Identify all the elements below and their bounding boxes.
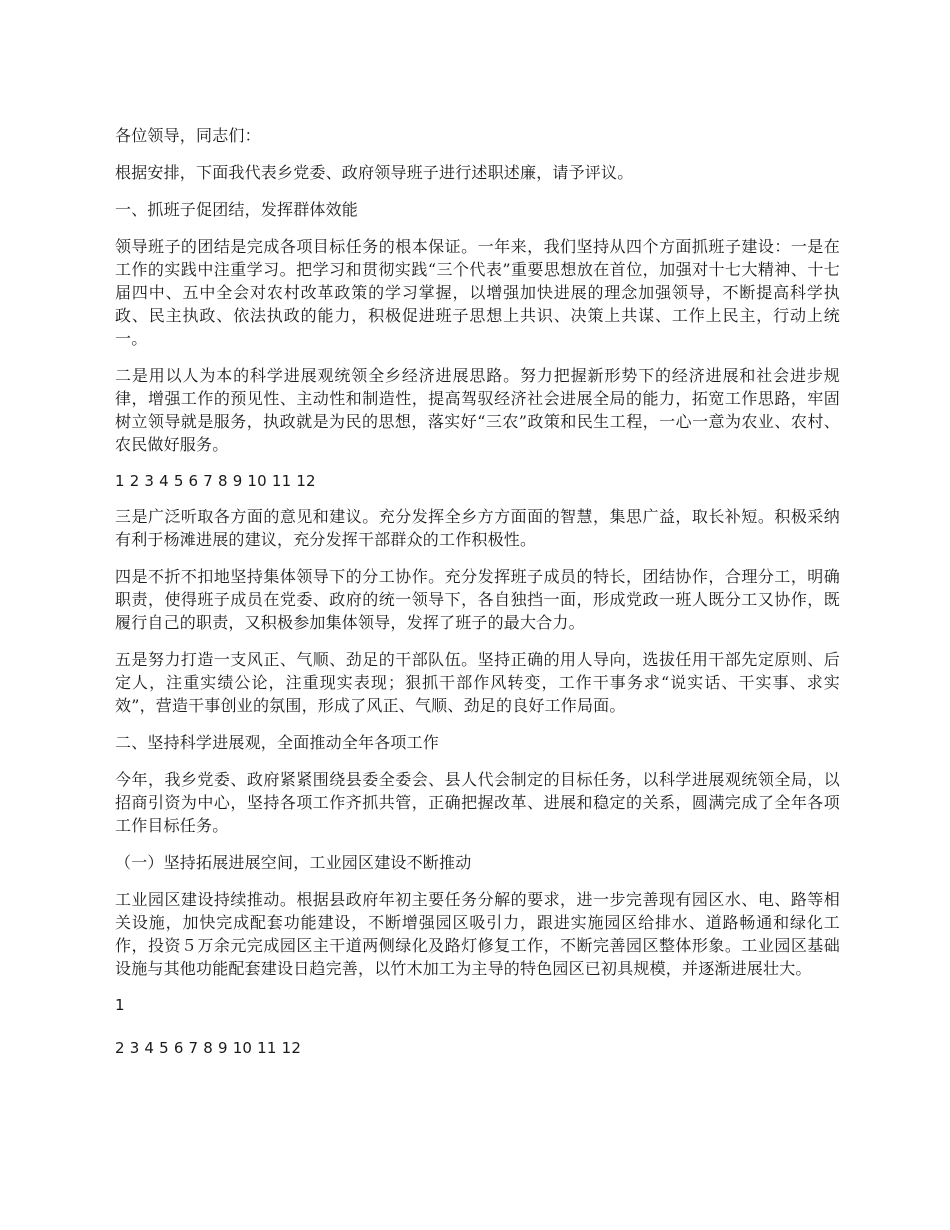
body-paragraph: 二是用以人为本的科学进展观统领全乡经济进展思路。努力把握新形势下的经济进展和社会进步规律，增强工作的预见性、主动性和制造性，提高驾驭经济社会进展全局的能力，拓宽工作思路，牢固树立领导就是服务，执政就是为民的思想，落实好“三农”政策和民生工程，一心一意为农业、农村、农民做好服务。: [115, 366, 840, 454]
document-body: [115, 124, 840, 1080]
salutation: 各位领导，同志们：: [115, 126, 261, 145]
page-number-row: 2 3 4 5 6 7 8 9 10 11 12: [115, 1039, 302, 1057]
body-paragraph: 领导班子的团结是完成各项目标任务的根本保证。一年来，我们坚持从四个方面抓班子建设：一是在工作的实践中注重学习。把学习和贯彻实践“三个代表”重要思想放在首位，加强对十七大精神、十七届四中、五中全会对农村改革政策的学习掌握，以增强加快进展的理念加强领导，不断提高科学执政、民主执政、依法执政的能力，积极促进班子思想上共识、决策上共谋、工作上民主，行动上统一。: [115, 237, 840, 348]
section-heading-1: 一、抓班子促团结，发挥群体效能: [115, 200, 359, 219]
subsection-heading: （一）坚持拓展进展空间，工业园区建设不断推动: [115, 853, 472, 872]
body-paragraph: 工业园区建设持续推动。根据县政府年初主要任务分解的要求，进一步完善现有园区水、电、路等相关设施，加快完成配套功能建设，不断增强园区吸引力，跟进实施园区给排水、道路畅通和绿化工作，投资５万余元完成园区主干道两侧绿化及路灯修复工作，不断完善园区整体形象。工业园区基础设施与其他功能配套建设日趋完善，以竹木加工为主导的特色园区已初具规模，并逐渐进展壮大。: [115, 890, 840, 978]
body-paragraph: 三是广泛听取各方面的意见和建议。充分发挥全乡方方面面的智慧，集思广益，取长补短。积极采纳有利于杨滩进展的建议，充分发挥干部群众的工作积极性。: [115, 507, 840, 549]
intro-paragraph: 根据安排，下面我代表乡党委、政府领导班子进行述职述廉，请予评议。: [115, 163, 634, 182]
page-number-row: 1 2 3 4 5 6 7 8 9 10 11 12: [115, 472, 316, 490]
body-paragraph: 四是不折不扣地坚持集体领导下的分工协作。充分发挥班子成员的特长，团结协作，合理分工，明确职责，使得班子成员在党委、政府的统一领导下，各自独挡一面，形成党政一班人既分工又协作，既履行自己的职责，又积极参加集体领导，发挥了班子的最大合力。: [115, 567, 840, 632]
page-number-single: 1: [115, 996, 125, 1014]
body-paragraph: 五是努力打造一支风正、气顺、劲足的干部队伍。坚持正确的用人导向，选拔任用干部先定原则、后定人，注重实绩公论，注重现实表现；狠抓干部作风转变，工作干事务求“说实话、干实事、求实效”，营造干事创业的氛围，形成了风正、气顺、劲足的良好工作局面。: [115, 650, 840, 715]
body-paragraph: 今年，我乡党委、政府紧紧围绕县委全委会、县人代会制定的目标任务，以科学进展观统领全局，以招商引资为中心，坚持各项工作齐抓共管，正确把握改革、进展和稳定的关系，圆满完成了全年各项工作目标任务。: [115, 770, 840, 835]
section-heading-2: 二、坚持科学进展观，全面推动全年各项工作: [115, 733, 440, 752]
